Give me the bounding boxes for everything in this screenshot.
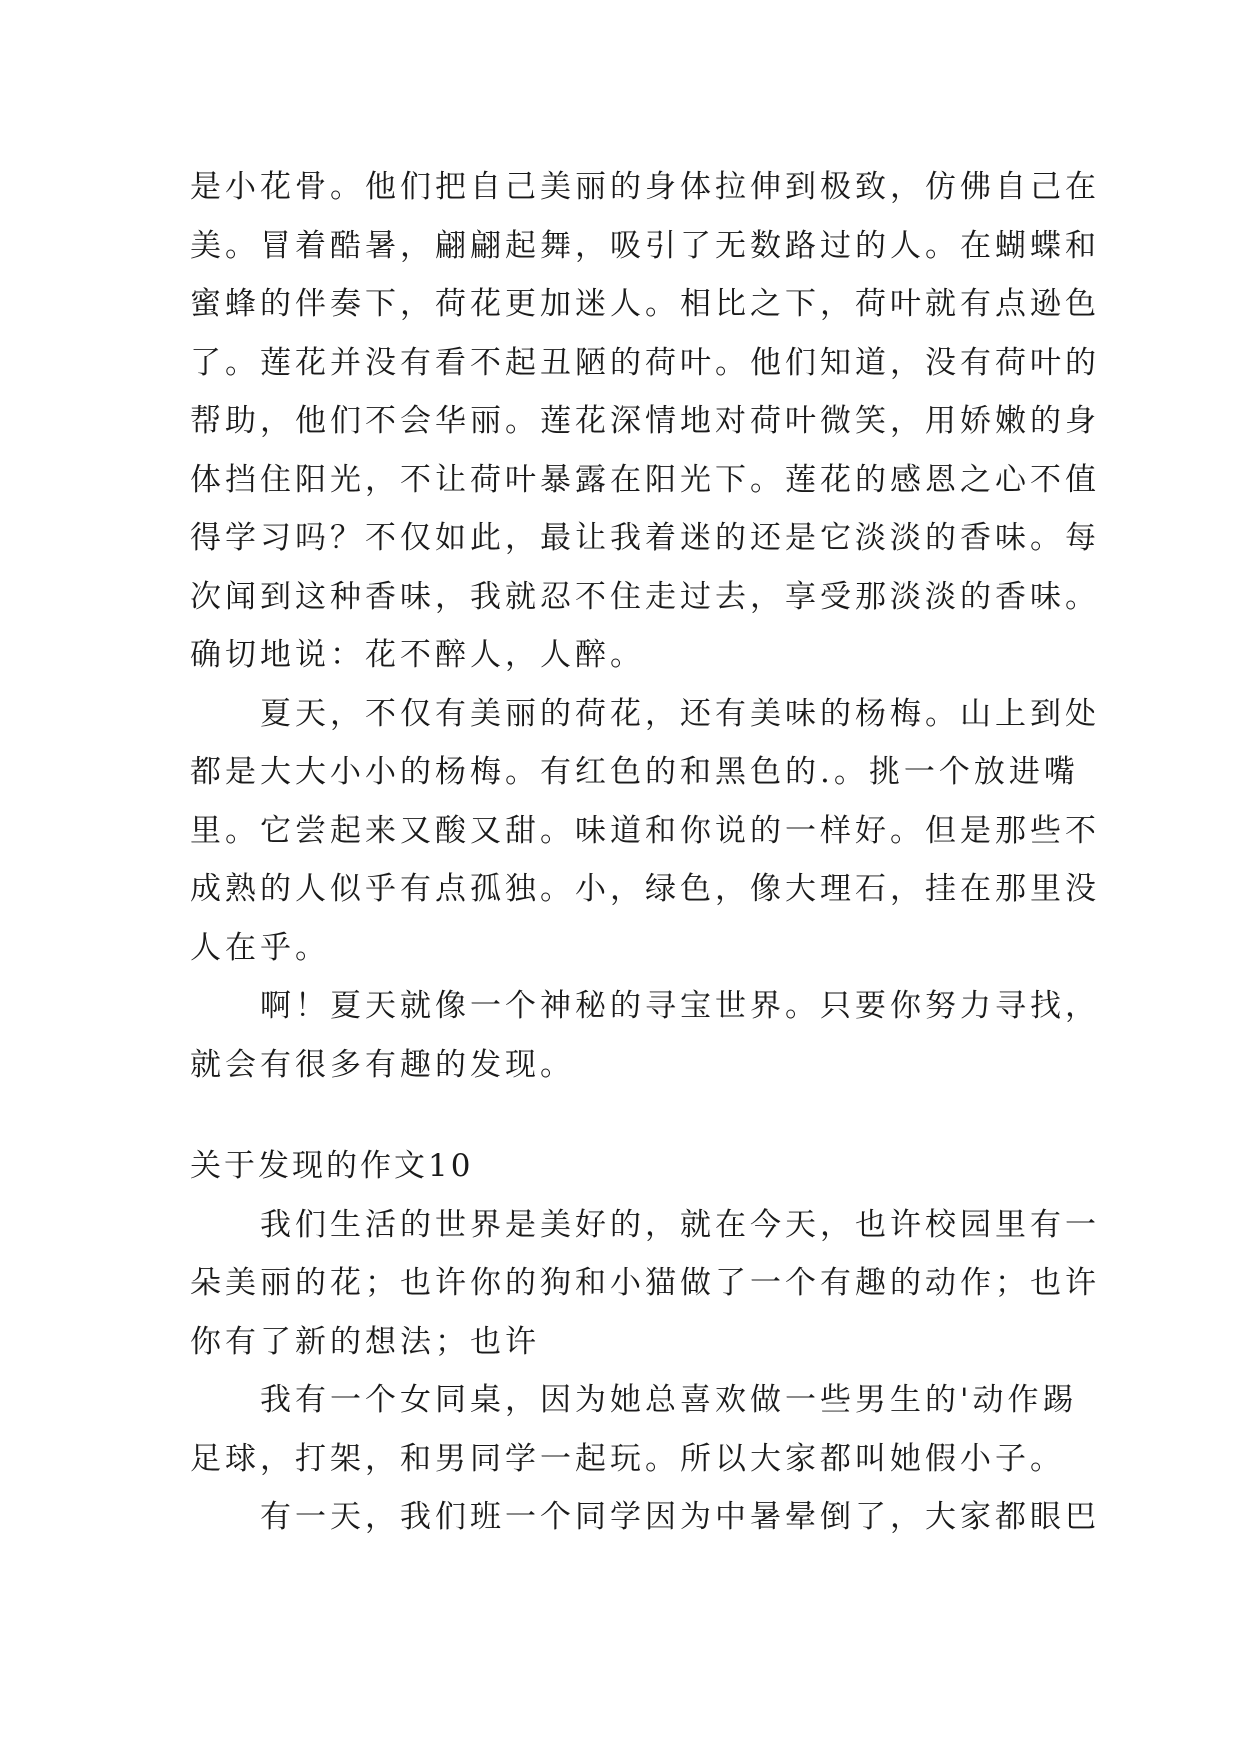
- document-page: [190, 158, 1100, 1547]
- text-line: 朵美丽的花；也许你的狗和小猫做了一个有趣的动作；也许: [190, 1265, 1100, 1301]
- text-line: 体挡住阳光，不让荷叶暴露在阳光下。莲花的感恩之心不值: [190, 461, 1100, 498]
- text-line: 就会有很多有趣的发现。: [190, 1046, 575, 1083]
- text-line: 美。冒着酷暑，翩翩起舞，吸引了无数路过的人。在蝴蝶和: [190, 227, 1100, 264]
- text-line: 得学习吗？不仅如此，最让我着迷的还是它淡淡的香味。每: [190, 520, 1100, 556]
- text-line: 我有一个女同桌，因为她总喜欢做一些男生的'动作踢: [260, 1382, 1078, 1418]
- text-line: 人在乎。: [190, 929, 330, 966]
- paragraph-conclusion: [190, 977, 1100, 1094]
- paragraph-bayberry: [190, 685, 1100, 978]
- text-line: 了。莲花并没有看不起丑陋的荷叶。他们知道，没有荷叶的: [190, 344, 1100, 381]
- text-line: 都是大大小小的杨梅。有红色的和黑色的.。挑一个放进嘴: [190, 754, 1079, 790]
- text-line: 是小花骨。他们把自己美丽的身体拉伸到极致，仿佛自己在: [190, 169, 1100, 205]
- section-heading: 关于发现的作文10: [190, 1148, 474, 1184]
- text-line: 帮助，他们不会华丽。莲花深情地对荷叶微笑，用娇嫩的身: [190, 403, 1100, 439]
- paragraph-lotus: [190, 158, 1100, 685]
- text-line: 成熟的人似乎有点孤独。小，绿色，像大理石，挂在那里没: [190, 871, 1100, 907]
- section-gap: [190, 1094, 1070, 1137]
- text-line: 足球，打架，和男同学一起玩。所以大家都叫她假小子。: [190, 1440, 1065, 1477]
- paragraph-deskmate: [190, 1371, 1078, 1488]
- text-line: 你有了新的想法；也许: [190, 1323, 540, 1360]
- text-line: 啊！夏天就像一个神秘的寻宝世界。只要你努力寻找，: [260, 988, 1100, 1024]
- paragraph-oneday: [190, 1488, 1100, 1547]
- text-line: 夏天，不仅有美丽的荷花，还有美味的杨梅。山上到处: [260, 695, 1100, 732]
- text-line: 里。它尝起来又酸又甜。味道和你说的一样好。但是那些不: [190, 812, 1100, 849]
- text-line: 次闻到这种香味，我就忍不住走过去，享受那淡淡的香味。: [190, 578, 1100, 615]
- paragraph-intro: [190, 1196, 1100, 1372]
- text-line: 确切地说：花不醉人，人醉。: [190, 637, 645, 673]
- text-line: 我们生活的世界是美好的，就在今天，也许校园里有一: [260, 1206, 1100, 1243]
- text-line: 蜜蜂的伴奏下，荷花更加迷人。相比之下，荷叶就有点逊色: [190, 286, 1100, 322]
- text-line: 有一天，我们班一个同学因为中暑晕倒了，大家都眼巴: [260, 1499, 1100, 1535]
